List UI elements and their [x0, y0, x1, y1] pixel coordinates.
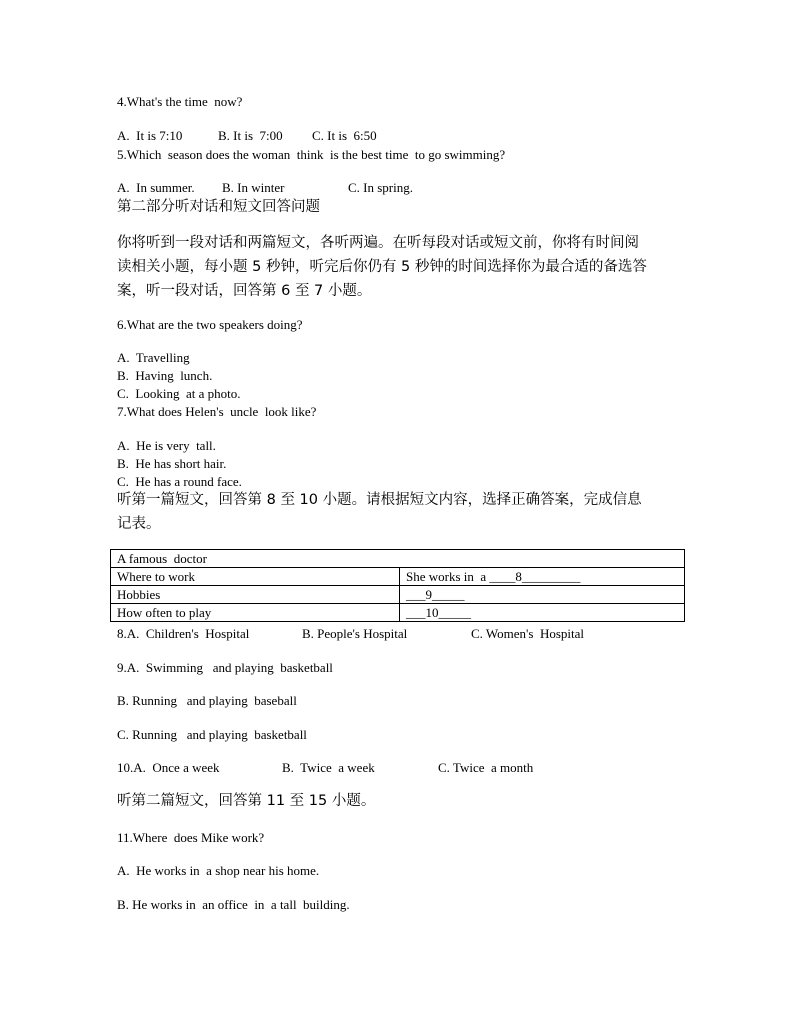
- q11-option-a: A. He works in a shop near his home.: [117, 863, 320, 878]
- table-row: [111, 586, 685, 604]
- part2-instruction-line-3: 案，听一段对话，回答第 6 至 7 小题。: [117, 283, 372, 299]
- q4-option-a: A. It is 7:10: [117, 128, 183, 143]
- q6-option-a: A. Travelling: [117, 350, 190, 365]
- info-table-label: Hobbies: [111, 586, 400, 604]
- question-5: 5.Which season does the woman think is the best time to go swimming?: [117, 147, 506, 162]
- part2-heading: 第二部分听对话和短文回答问题: [117, 199, 320, 215]
- value-prefix: She works in a: [406, 569, 490, 584]
- q9-option-b: B. Running and playing baseball: [117, 693, 297, 708]
- blank-10: ___10_____: [406, 605, 471, 620]
- info-table-title-row: [111, 550, 685, 568]
- q10-option-c: C. Twice a month: [438, 760, 534, 775]
- passage1-instruction-line-1: 听第一篇短文，回答第 8 至 10 小题。请根据短文内容，选择正确答案，完成信息: [117, 492, 642, 508]
- q7-option-a: A. He is very tall.: [117, 438, 216, 453]
- q4-option-b: B. It is 7:00: [218, 128, 283, 143]
- q6-option-b: B. Having lunch.: [117, 368, 213, 383]
- info-table-value: [400, 586, 685, 604]
- info-table-value: [400, 604, 685, 622]
- question-11: 11.Where does Mike work?: [117, 830, 265, 845]
- q7-option-b: B. He has short hair.: [117, 456, 227, 471]
- info-table-label: How often to play: [111, 604, 400, 622]
- q8-option-a: 8.A. Children's Hospital: [117, 626, 250, 641]
- info-table-title: A famous doctor: [111, 550, 685, 568]
- q5-option-b: B. In winter: [222, 180, 285, 195]
- q10-option-b: B. Twice a week: [282, 760, 375, 775]
- question-7: 7.What does Helen's uncle look like?: [117, 404, 317, 419]
- q9-option-c: C. Running and playing basketball: [117, 727, 307, 742]
- part2-instruction-line-2: 读相关小题，每小题 5 秒钟，听完后你仍有 5 秒钟的时间选择你为最合适的备选答: [117, 259, 647, 275]
- q8-option-b: B. People's Hospital: [302, 626, 408, 641]
- part2-instruction-line-1: 你将听到一段对话和两篇短文，各听两遍。在听每段对话或短文前，你将有时间阅: [117, 235, 639, 251]
- q5-option-c: C. In spring.: [348, 180, 413, 195]
- q11-option-b: B. He works in an office in a tall building.: [117, 897, 350, 912]
- q9-option-a: 9.A. Swimming and playing basketball: [117, 660, 333, 675]
- q10-option-a: 10.A. Once a week: [117, 760, 220, 775]
- info-table-value: [400, 568, 685, 586]
- q7-option-c: C. He has a round face.: [117, 474, 242, 489]
- info-table: [110, 549, 685, 622]
- question-6: 6.What are the two speakers doing?: [117, 317, 303, 332]
- blank-8: ____8_________: [489, 569, 581, 584]
- table-row: [111, 604, 685, 622]
- passage1-instruction-line-2: 记表。: [117, 516, 161, 532]
- q8-option-c: C. Women's Hospital: [471, 626, 585, 641]
- passage2-instruction: 听第二篇短文，回答第 11 至 15 小题。: [117, 793, 376, 809]
- info-table-label: Where to work: [111, 568, 400, 586]
- q6-option-c: C. Looking at a photo.: [117, 386, 241, 401]
- table-row: [111, 568, 685, 586]
- blank-9: ___9_____: [406, 587, 465, 602]
- q4-option-c: C. It is 6:50: [312, 128, 377, 143]
- q5-option-a: A. In summer.: [117, 180, 195, 195]
- question-4: 4.What's the time now?: [117, 94, 243, 109]
